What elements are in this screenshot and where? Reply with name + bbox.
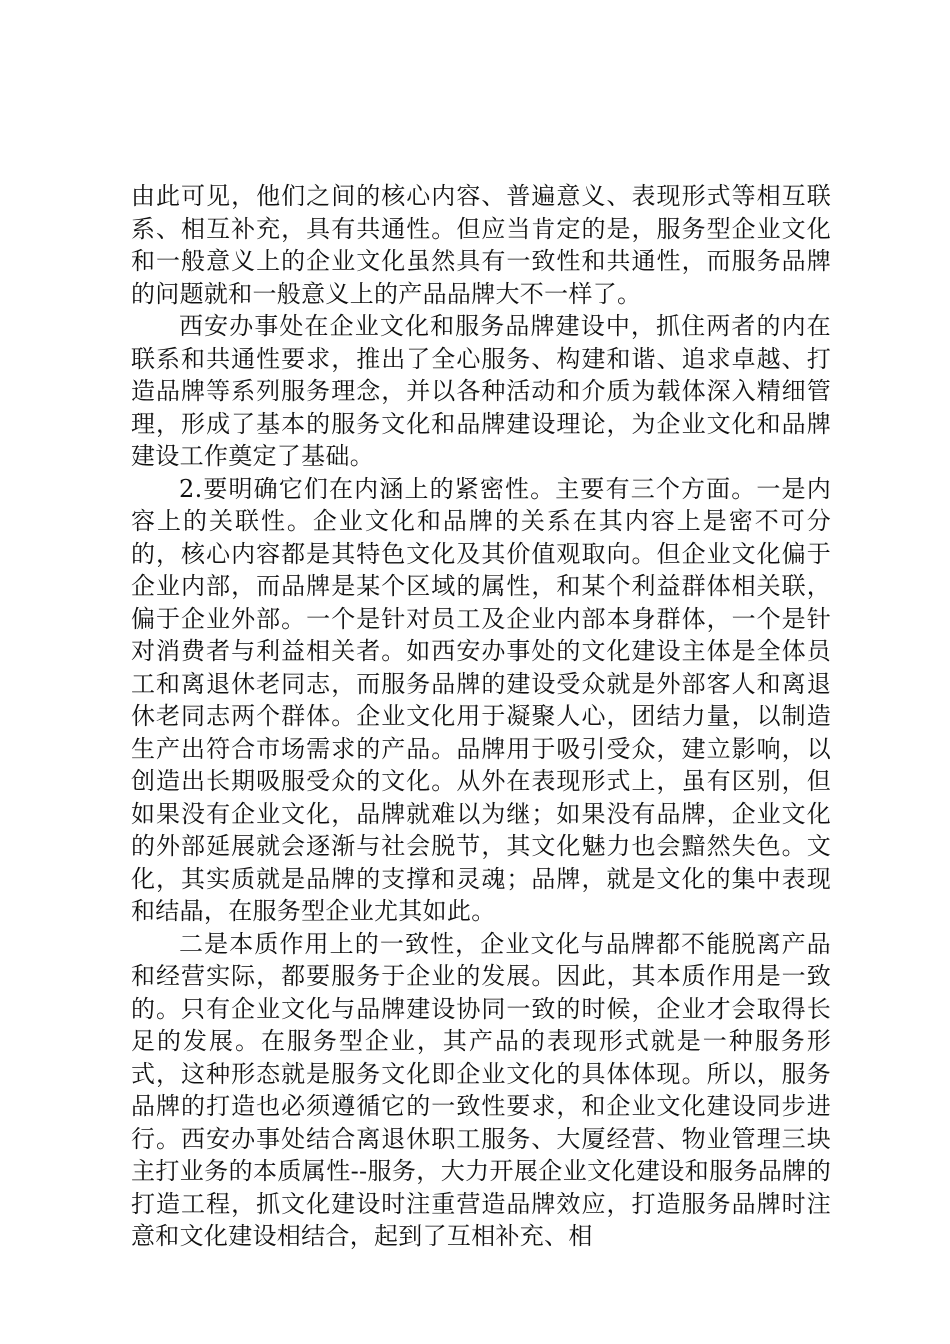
document-page	[131, 180, 831, 1253]
paragraph-2: 西安办事处在企业文化和服务品牌建设中，抓住两者的内在联系和共通性要求，推出了全心服务、构建和谐、追求卓越、打造品牌等系列服务理念，并以各种活动和介质为载体深入精细管理，形成了基本的服务文化和品牌建设理论，为企业文化和品牌建设工作奠定了基础。	[131, 312, 831, 470]
paragraph-4: 二是本质作用上的一致性，企业文化与品牌都不能脱离产品和经营实际，都要服务于企业的发展。因此，其本质作用是一致的。只有企业文化与品牌建设协同一致的时候，企业才会取得长足的发展。在服务型企业，其产品的表现形式就是一种服务形式，这种形态就是服务文化即企业文化的具体体现。所以，服务品牌的打造也必须遵循它的一致性要求，和企业文化建设同步进行。西安办事处结合离退休职工服务、大厦经营、物业管理三块主打业务的本质属性--服务，大力开展企业文化建设和服务品牌的打造工程，抓文化建设时注重营造品牌效应，打造服务品牌时注意和文化建设相结合，起到了互相补充、相	[131, 929, 831, 1250]
paragraph-3: 2.要明确它们在内涵上的紧密性。主要有三个方面。一是内容上的关联性。企业文化和品牌的关系在其内容上是密不可分的，核心内容都是其特色文化及其价值观取向。但企业文化偏于企业内部，而品牌是某个区域的属性，和某个利益群体相关联，偏于企业外部。一个是针对员工及企业内部本身群体，一个是针对消费者与利益相关者。如西安办事处的文化建设主体是全体员工和离退休老同志，而服务品牌的建设受众就是外部客人和离退休老同志两个群体。企业文化用于凝聚人心，团结力量，以制造生产出符合市场需求的产品。品牌用于吸引受众，建立影响，以创造出长期吸服受众的文化。从外在表现形式上，虽有区别，但如果没有企业文化，品牌就难以为继；如果没有品牌，企业文化的外部延展就会逐渐与社会脱节，其文化魅力也会黯然失色。文化，其实质就是品牌的支撑和灵魂；品牌，就是文化的集中表现和结晶，在服务型企业尤其如此。	[131, 474, 831, 925]
paragraph-1: 由此可见，他们之间的核心内容、普遍意义、表现形式等相互联系、相互补充，具有共通性。但应当肯定的是，服务型企业文化和一般意义上的企业文化虽然具有一致性和共通性，而服务品牌的问题就和一般意义上的产品品牌大不一样了。	[131, 182, 831, 308]
